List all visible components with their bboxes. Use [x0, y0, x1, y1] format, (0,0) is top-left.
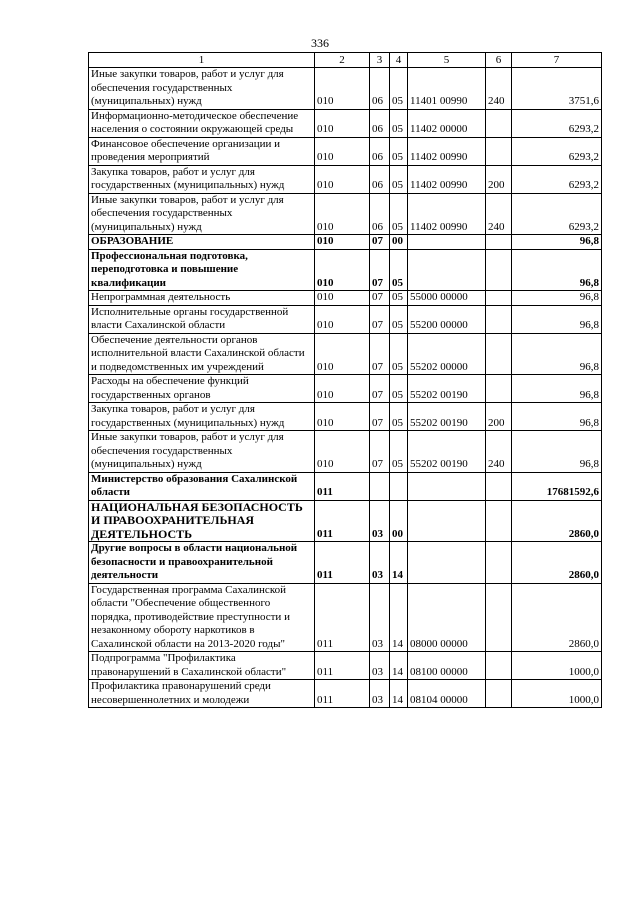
row-section-code: 03: [370, 680, 390, 708]
table-row: [89, 403, 602, 431]
row-ved-code: 011: [315, 542, 370, 584]
row-target-article: 11402 00000: [408, 109, 486, 137]
row-subsection-code: 05: [390, 431, 408, 473]
row-subsection-code: 05: [390, 137, 408, 165]
row-target-article: [408, 249, 486, 291]
row-amount: 96,8: [512, 333, 602, 375]
row-section-code: 06: [370, 109, 390, 137]
col-header-4: 4: [390, 53, 408, 68]
row-name: Информационно-методическое обеспечение населения о состоянии окружающей среды: [89, 109, 315, 137]
row-target-article: [408, 542, 486, 584]
table-row: [89, 193, 602, 235]
table-row: [89, 652, 602, 680]
row-name: Финансовое обеспечение организации и проведения мероприятий: [89, 137, 315, 165]
row-name: Государственная программа Сахалинской области "Обеспечение общественного порядка, противодействие преступности и незаконному обороту наркотиков в Сахалинской области на 2013-2020 годы": [89, 583, 315, 652]
row-amount: 96,8: [512, 305, 602, 333]
table-row: [89, 680, 602, 708]
row-target-article: 08100 00000: [408, 652, 486, 680]
row-expense-type: [486, 542, 512, 584]
row-subsection-code: 05: [390, 193, 408, 235]
row-amount: 3751,6: [512, 68, 602, 110]
row-name: Закупка товаров, работ и услуг для государственных (муниципальных) нужд: [89, 403, 315, 431]
row-amount: 96,8: [512, 375, 602, 403]
row-target-article: 55000 00000: [408, 291, 486, 306]
row-target-article: 55202 00190: [408, 375, 486, 403]
table-row: [89, 472, 602, 500]
row-ved-code: 010: [315, 431, 370, 473]
row-ved-code: 011: [315, 583, 370, 652]
row-ved-code: 010: [315, 403, 370, 431]
row-amount: 1000,0: [512, 652, 602, 680]
row-ved-code: 010: [315, 305, 370, 333]
row-expense-type: [486, 652, 512, 680]
row-section-code: 03: [370, 583, 390, 652]
row-section-code: 07: [370, 403, 390, 431]
row-section-code: 07: [370, 235, 390, 250]
row-target-article: [408, 500, 486, 542]
row-name: Закупка товаров, работ и услуг для государственных (муниципальных) нужд: [89, 165, 315, 193]
row-amount: 2860,0: [512, 542, 602, 584]
table-row: [89, 109, 602, 137]
row-amount: 96,8: [512, 291, 602, 306]
row-target-article: 55202 00190: [408, 431, 486, 473]
column-number-header: [89, 53, 602, 68]
row-amount: 6293,2: [512, 137, 602, 165]
row-subsection-code: 14: [390, 652, 408, 680]
row-subsection-code: 14: [390, 542, 408, 584]
row-expense-type: 240: [486, 68, 512, 110]
row-name: Иные закупки товаров, работ и услуг для обеспечения государственных (муниципальных) нужд: [89, 68, 315, 110]
row-ved-code: 010: [315, 137, 370, 165]
row-ved-code: 011: [315, 472, 370, 500]
row-section-code: 06: [370, 193, 390, 235]
row-section-code: 07: [370, 333, 390, 375]
row-ved-code: 010: [315, 193, 370, 235]
row-subsection-code: 05: [390, 333, 408, 375]
col-header-1: 1: [89, 53, 315, 68]
row-expense-type: 200: [486, 403, 512, 431]
row-target-article: 55202 00190: [408, 403, 486, 431]
table-row: [89, 291, 602, 306]
row-ved-code: 010: [315, 333, 370, 375]
table-row: [89, 249, 602, 291]
table-row: [89, 305, 602, 333]
row-subsection-code: 05: [390, 165, 408, 193]
table-body: [89, 68, 602, 708]
row-name: НАЦИОНАЛЬНАЯ БЕЗОПАСНОСТЬ И ПРАВООХРАНИТЕЛЬНАЯ ДЕЯТЕЛЬНОСТЬ: [89, 500, 315, 542]
row-subsection-code: 05: [390, 68, 408, 110]
row-amount: 17681592,6: [512, 472, 602, 500]
row-name: ОБРАЗОВАНИЕ: [89, 235, 315, 250]
row-target-article: 11401 00990: [408, 68, 486, 110]
row-name: Обеспечение деятельности органов исполнительной власти Сахалинской области и подведомственных им учреждений: [89, 333, 315, 375]
row-name: Профессиональная подготовка, переподготовка и повышение квалификации: [89, 249, 315, 291]
row-target-article: 55202 00000: [408, 333, 486, 375]
row-section-code: 03: [370, 652, 390, 680]
row-amount: 96,8: [512, 431, 602, 473]
row-target-article: 08104 00000: [408, 680, 486, 708]
table-row: [89, 333, 602, 375]
row-subsection-code: 05: [390, 403, 408, 431]
row-expense-type: [486, 291, 512, 306]
row-expense-type: [486, 137, 512, 165]
table-row: [89, 235, 602, 250]
row-subsection-code: 05: [390, 375, 408, 403]
row-subsection-code: 14: [390, 583, 408, 652]
row-section-code: 06: [370, 165, 390, 193]
row-section-code: 03: [370, 542, 390, 584]
row-section-code: 03: [370, 500, 390, 542]
row-subsection-code: 05: [390, 109, 408, 137]
row-expense-type: [486, 333, 512, 375]
row-ved-code: 010: [315, 235, 370, 250]
col-header-6: 6: [486, 53, 512, 68]
row-name: Другие вопросы в области национальной безопасности и правоохранительной деятельности: [89, 542, 315, 584]
row-name: Исполнительные органы государственной власти Сахалинской области: [89, 305, 315, 333]
table-row: [89, 583, 602, 652]
row-subsection-code: 05: [390, 291, 408, 306]
row-amount: 6293,2: [512, 109, 602, 137]
row-subsection-code: 05: [390, 249, 408, 291]
row-ved-code: 011: [315, 500, 370, 542]
row-ved-code: 011: [315, 680, 370, 708]
row-amount: 1000,0: [512, 680, 602, 708]
row-expense-type: [486, 249, 512, 291]
row-subsection-code: 00: [390, 500, 408, 542]
row-amount: 2860,0: [512, 583, 602, 652]
row-amount: 96,8: [512, 403, 602, 431]
col-header-5: 5: [408, 53, 486, 68]
row-section-code: 07: [370, 305, 390, 333]
budget-table: [88, 52, 602, 708]
row-expense-type: [486, 583, 512, 652]
row-section-code: 07: [370, 291, 390, 306]
row-section-code: 06: [370, 137, 390, 165]
table-row: [89, 68, 602, 110]
table-row: [89, 165, 602, 193]
row-name: Иные закупки товаров, работ и услуг для обеспечения государственных (муниципальных) нужд: [89, 431, 315, 473]
row-amount: 6293,2: [512, 165, 602, 193]
row-amount: 96,8: [512, 249, 602, 291]
col-header-2: 2: [315, 53, 370, 68]
row-ved-code: 010: [315, 109, 370, 137]
row-expense-type: [486, 109, 512, 137]
row-amount: 2860,0: [512, 500, 602, 542]
row-expense-type: [486, 305, 512, 333]
row-ved-code: 010: [315, 165, 370, 193]
row-expense-type: 240: [486, 431, 512, 473]
row-ved-code: 011: [315, 652, 370, 680]
row-name: Министерство образования Сахалинской области: [89, 472, 315, 500]
row-subsection-code: 00: [390, 235, 408, 250]
col-header-3: 3: [370, 53, 390, 68]
row-target-article: 55200 00000: [408, 305, 486, 333]
row-name: Подпрограмма "Профилактика правонарушений в Сахалинской области": [89, 652, 315, 680]
row-expense-type: 200: [486, 165, 512, 193]
page-number: 336: [311, 36, 329, 50]
row-expense-type: [486, 235, 512, 250]
row-name: Непрограммная деятельность: [89, 291, 315, 306]
row-expense-type: [486, 680, 512, 708]
row-ved-code: 010: [315, 249, 370, 291]
row-section-code: 06: [370, 68, 390, 110]
row-section-code: [370, 472, 390, 500]
row-expense-type: 240: [486, 193, 512, 235]
row-section-code: 07: [370, 249, 390, 291]
row-subsection-code: 05: [390, 305, 408, 333]
row-ved-code: 010: [315, 291, 370, 306]
row-name: Иные закупки товаров, работ и услуг для обеспечения государственных (муниципальных) нужд: [89, 193, 315, 235]
row-expense-type: [486, 500, 512, 542]
row-amount: 6293,2: [512, 193, 602, 235]
row-subsection-code: [390, 472, 408, 500]
row-ved-code: 010: [315, 375, 370, 403]
row-target-article: 11402 00990: [408, 137, 486, 165]
row-ved-code: 010: [315, 68, 370, 110]
row-name: Профилактика правонарушений среди несовершеннолетних и молодежи: [89, 680, 315, 708]
row-target-article: 11402 00990: [408, 165, 486, 193]
table-row: [89, 500, 602, 542]
table-row: [89, 137, 602, 165]
row-target-article: 08000 00000: [408, 583, 486, 652]
row-amount: 96,8: [512, 235, 602, 250]
table-row: [89, 431, 602, 473]
table-row: [89, 542, 602, 584]
row-expense-type: [486, 472, 512, 500]
row-name: Расходы на обеспечение функций государственных органов: [89, 375, 315, 403]
row-target-article: 11402 00990: [408, 193, 486, 235]
row-expense-type: [486, 375, 512, 403]
row-target-article: [408, 472, 486, 500]
row-target-article: [408, 235, 486, 250]
row-section-code: 07: [370, 375, 390, 403]
row-subsection-code: 14: [390, 680, 408, 708]
row-section-code: 07: [370, 431, 390, 473]
table-row: [89, 375, 602, 403]
col-header-7: 7: [512, 53, 602, 68]
